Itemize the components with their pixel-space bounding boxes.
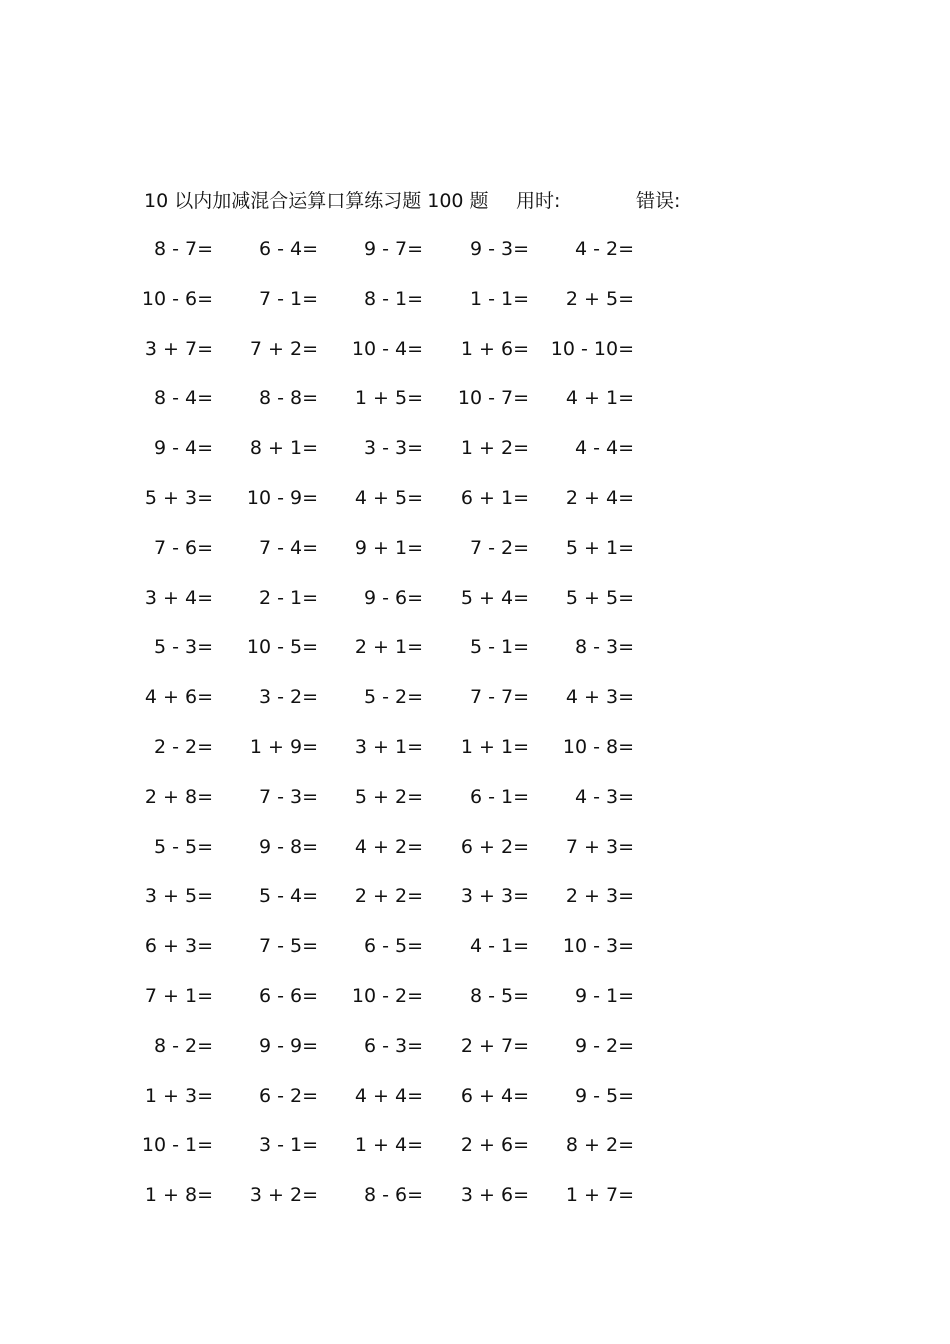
problem-row [0, 781, 950, 831]
worksheet-title: 10 以内加减混合运算口算练习题 100 题 [144, 190, 489, 212]
problem-item: 5 + 5= [565, 586, 634, 609]
problem-item: 6 - 1= [469, 785, 529, 808]
problem-item: 4 + 6= [144, 686, 213, 709]
problem-item: 6 - 4= [258, 238, 318, 260]
problem-item: 5 - 2= [363, 686, 423, 709]
problem-item: 8 + 1= [249, 437, 318, 460]
problem-row [0, 880, 950, 930]
problem-item: 1 + 9= [249, 735, 318, 758]
problem-item: 7 - 6= [153, 536, 213, 559]
problem-item: 8 - 7= [153, 238, 213, 260]
problem-item: 4 - 2= [574, 238, 634, 260]
problem-row [0, 1179, 950, 1229]
problem-item: 2 - 2= [153, 735, 213, 758]
problem-item: 2 + 8= [144, 785, 213, 808]
problem-item: 1 + 3= [144, 1084, 213, 1107]
problem-item: 9 - 7= [363, 238, 423, 260]
problem-row [0, 432, 950, 482]
problem-item: 2 + 6= [460, 1134, 529, 1157]
problem-row [0, 283, 950, 333]
problem-item: 9 - 9= [258, 1034, 318, 1057]
problem-item: 9 - 4= [153, 437, 213, 460]
problem-item: 10 - 3= [562, 935, 634, 958]
problem-item: 9 - 6= [363, 586, 423, 609]
problem-item: 7 + 2= [249, 337, 318, 360]
problem-item: 4 - 4= [574, 437, 634, 460]
problem-item: 2 + 1= [354, 636, 423, 659]
problem-item: 2 + 2= [354, 885, 423, 908]
problem-item: 8 - 3= [574, 636, 634, 659]
problem-item: 6 + 4= [460, 1084, 529, 1107]
problem-item: 3 + 5= [144, 885, 213, 908]
worksheet-header [0, 186, 950, 216]
problem-item: 6 - 5= [363, 935, 423, 958]
problem-item: 8 - 6= [363, 1184, 423, 1207]
problem-item: 9 - 3= [469, 238, 529, 260]
problem-item: 6 + 1= [460, 486, 529, 509]
problem-item: 1 - 1= [469, 287, 529, 310]
problem-item: 10 - 2= [351, 984, 423, 1007]
problem-item: 4 + 2= [354, 835, 423, 858]
problem-item: 1 + 5= [354, 387, 423, 410]
problem-item: 5 + 1= [565, 536, 634, 559]
problem-item: 5 + 3= [144, 486, 213, 509]
problem-item: 3 + 1= [354, 735, 423, 758]
problem-row [0, 382, 950, 432]
problem-item: 10 - 10= [550, 337, 634, 360]
problem-item: 2 + 7= [460, 1034, 529, 1057]
problem-item: 3 - 1= [258, 1134, 318, 1157]
problem-row [0, 333, 950, 383]
problem-row [0, 532, 950, 582]
problem-item: 2 + 5= [565, 287, 634, 310]
problem-item: 7 - 2= [469, 536, 529, 559]
problem-item: 8 + 2= [565, 1134, 634, 1157]
problem-item: 10 - 9= [246, 486, 318, 509]
problem-item: 1 + 6= [460, 337, 529, 360]
problem-item: 4 + 5= [354, 486, 423, 509]
problem-item: 9 - 1= [574, 984, 634, 1007]
problem-item: 6 - 6= [258, 984, 318, 1007]
problem-item: 8 - 4= [153, 387, 213, 410]
problem-item: 3 + 2= [249, 1184, 318, 1207]
problem-item: 2 - 1= [258, 586, 318, 609]
problem-row [0, 681, 950, 731]
time-used-label: 用时: [516, 190, 561, 212]
problem-item: 10 - 4= [351, 337, 423, 360]
problem-item: 6 + 2= [460, 835, 529, 858]
problem-item: 4 - 1= [469, 935, 529, 958]
problem-item: 6 + 3= [144, 935, 213, 958]
problem-item: 1 + 1= [460, 735, 529, 758]
problem-item: 6 - 2= [258, 1084, 318, 1107]
problem-row [0, 980, 950, 1030]
problem-item: 4 + 3= [565, 686, 634, 709]
problem-item: 2 + 3= [565, 885, 634, 908]
problem-item: 8 - 2= [153, 1034, 213, 1057]
problem-row [0, 482, 950, 532]
problem-row [0, 1080, 950, 1130]
problem-item: 4 + 1= [565, 387, 634, 410]
problem-item: 7 - 5= [258, 935, 318, 958]
problem-row [0, 1030, 950, 1080]
problem-item: 1 + 2= [460, 437, 529, 460]
problem-item: 10 - 5= [246, 636, 318, 659]
problem-item: 3 + 3= [460, 885, 529, 908]
problem-row [0, 582, 950, 632]
problem-item: 3 - 3= [363, 437, 423, 460]
problem-item: 8 - 1= [363, 287, 423, 310]
problem-row [0, 930, 950, 980]
problem-item: 3 - 2= [258, 686, 318, 709]
problem-item: 8 - 8= [258, 387, 318, 410]
problem-item: 5 - 4= [258, 885, 318, 908]
problem-item: 7 - 1= [258, 287, 318, 310]
problem-row [0, 831, 950, 881]
problem-item: 4 + 4= [354, 1084, 423, 1107]
problem-item: 5 - 5= [153, 835, 213, 858]
problem-item: 9 + 1= [354, 536, 423, 559]
problem-item: 10 - 6= [141, 287, 213, 310]
problem-item: 5 + 2= [354, 785, 423, 808]
problem-item: 3 + 6= [460, 1184, 529, 1207]
problem-item: 10 - 1= [141, 1134, 213, 1157]
problem-item: 3 + 4= [144, 586, 213, 609]
problem-row [0, 731, 950, 781]
problem-item: 10 - 7= [457, 387, 529, 410]
problem-row [0, 233, 950, 283]
problem-item: 9 - 2= [574, 1034, 634, 1057]
problem-item: 6 - 3= [363, 1034, 423, 1057]
problem-item: 9 - 8= [258, 835, 318, 858]
problem-item: 3 + 7= [144, 337, 213, 360]
problem-item: 5 + 4= [460, 586, 529, 609]
problem-item: 7 - 3= [258, 785, 318, 808]
errors-label: 错误: [636, 190, 681, 212]
problem-row [0, 631, 950, 681]
problem-item: 1 + 8= [144, 1184, 213, 1207]
problem-item: 8 - 5= [469, 984, 529, 1007]
problem-item: 5 - 1= [469, 636, 529, 659]
problem-item: 5 - 3= [153, 636, 213, 659]
problem-item: 4 - 3= [574, 785, 634, 808]
problem-item: 2 + 4= [565, 486, 634, 509]
problem-item: 1 + 4= [354, 1134, 423, 1157]
problem-item: 1 + 7= [565, 1184, 634, 1207]
problem-item: 7 - 4= [258, 536, 318, 559]
problem-item: 7 - 7= [469, 686, 529, 709]
problem-row [0, 1129, 950, 1179]
problem-item: 7 + 3= [565, 835, 634, 858]
problem-item: 7 + 1= [144, 984, 213, 1007]
problem-grid [0, 233, 950, 1229]
problem-item: 9 - 5= [574, 1084, 634, 1107]
problem-item: 10 - 8= [562, 735, 634, 758]
